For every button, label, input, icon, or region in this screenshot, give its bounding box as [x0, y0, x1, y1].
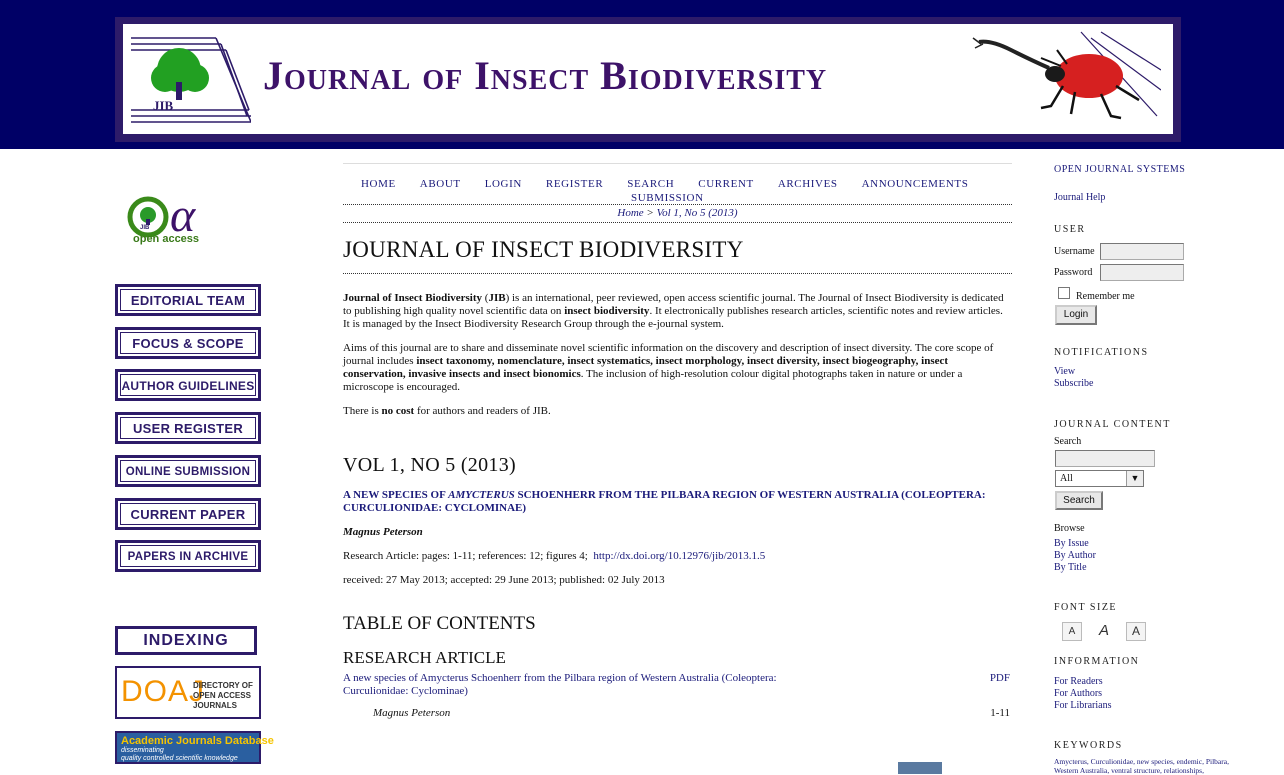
featured-article-author: Magnus Peterson — [343, 526, 423, 538]
current-paper-button[interactable]: CURRENT PAPER — [115, 498, 261, 530]
keywords-heading: KEYWORDS — [1054, 740, 1123, 751]
font-small-icon[interactable]: A — [1062, 622, 1082, 641]
toc-item-title[interactable]: A new species of Amycterus Schoenherr from the Pilbara region of Western Australia (Coleoptera: Curculionidae: Cyclominae) — [343, 672, 777, 697]
jib-logo-text: JIB — [153, 98, 174, 113]
information-heading: INFORMATION — [1054, 656, 1140, 667]
cost-paragraph: There is no cost for authors and readers of JIB. — [343, 405, 551, 417]
footer-logo — [898, 762, 942, 774]
nav-archives[interactable]: ARCHIVES — [777, 178, 838, 190]
doaj-subtitle: DIRECTORY OF OPEN ACCESS JOURNALS — [193, 681, 253, 710]
toc-item-pdf-link[interactable]: PDF — [989, 672, 1010, 684]
banner-inner — [123, 24, 1173, 134]
search-input[interactable] — [1055, 450, 1155, 467]
journal-help-link[interactable]: Journal Help — [1054, 192, 1106, 203]
remember-me-label: Remember me — [1076, 291, 1135, 302]
user-register-button[interactable]: USER REGISTER — [115, 412, 261, 444]
remember-me-checkbox[interactable] — [1058, 287, 1070, 299]
jib-logo-icon — [131, 30, 251, 128]
username-label: Username — [1054, 246, 1095, 257]
nav-search[interactable]: SEARCH — [627, 178, 675, 190]
toc-item-author: Magnus Peterson — [373, 707, 451, 719]
page-title: JOURNAL OF INSECT BIODIVERSITY — [343, 237, 1012, 274]
nav-login[interactable]: LOGIN — [484, 178, 522, 190]
search-label: Search — [1054, 436, 1082, 447]
keywords-line-1[interactable]: Amycterus, Curculionidae, new species, endemic, Pilbara, — [1054, 757, 1229, 766]
toc-item-pages: 1-11 — [990, 707, 1010, 719]
nav-register[interactable]: REGISTER — [545, 178, 604, 190]
main-content — [343, 163, 1012, 720]
browse-by-issue-link[interactable]: By Issue — [1054, 538, 1089, 549]
indexing-heading: INDEXING — [115, 626, 257, 655]
journal-title: Journal of Insect Biodiversity — [263, 53, 828, 98]
nav-home[interactable]: HOME — [361, 178, 396, 190]
breadcrumb-home[interactable]: Home — [617, 207, 644, 219]
notifications-view-link[interactable]: View — [1054, 366, 1076, 377]
intro-paragraph: Journal of Insect Biodiversity (JIB) is an international, peer reviewed, open access scientific journal. The Journal of Insect Biodiversity is dedicated to publishing high quality novel scientific data on insect biodiversity. It electronically publishes research articles, scientific notes and review articles. It is managed by the Insect Biodiversity Research Group through the e-journal system. — [343, 292, 1004, 330]
font-size-heading: FONT SIZE — [1054, 602, 1118, 613]
online-submission-button[interactable]: ONLINE SUBMISSION — [115, 455, 261, 487]
open-access-label: open access — [133, 233, 200, 245]
for-authors-link[interactable]: For Authors — [1054, 688, 1103, 699]
ajd-subtitle: disseminating quality controlled scientific knowledge — [121, 747, 238, 762]
main-nav — [343, 164, 1012, 205]
search-button[interactable]: Search — [1055, 491, 1103, 510]
password-label: Password — [1054, 267, 1093, 278]
nav-submission[interactable]: SUBMISSION — [631, 192, 704, 204]
focus-scope-button[interactable]: FOCUS & SCOPE — [115, 327, 261, 359]
academic-journals-database-badge[interactable] — [115, 731, 274, 764]
browse-by-author-link[interactable]: By Author — [1054, 550, 1096, 561]
editorial-team-button[interactable]: EDITORIAL TEAM — [115, 284, 261, 316]
volume-heading: VOL 1, NO 5 (2013) — [343, 454, 516, 476]
ojs-link[interactable]: OPEN JOURNAL SYSTEMS — [1054, 164, 1186, 175]
notifications-subscribe-link[interactable]: Subscribe — [1054, 378, 1094, 389]
doaj-badge[interactable] — [115, 666, 261, 719]
featured-article-dates: received: 27 May 2013; accepted: 29 June 2013; published: 02 July 2013 — [343, 574, 665, 586]
featured-article-meta: Research Article: pages: 1-11; references: 12; figures 4; http://dx.doi.org/10.12976/jib/2013.1.5 — [343, 550, 766, 562]
breadcrumb — [343, 205, 1012, 223]
breadcrumb-separator: > — [643, 207, 657, 219]
journal-banner[interactable] — [115, 17, 1181, 142]
username-input[interactable] — [1100, 243, 1184, 260]
doaj-logo-text: DOAJ — [121, 675, 206, 708]
featured-article-title[interactable]: A NEW SPECIES OF AMYCTERUS SCHOENHERR FROM THE PILBARA REGION OF WESTERN AUSTRALIA (COLEOPTERA: CURCULIONIDAE: CYCLOMINAE) — [343, 489, 986, 514]
beetle-icon — [971, 30, 1161, 130]
user-heading: USER — [1054, 224, 1086, 235]
featured-article-doi-link[interactable]: http://dx.doi.org/10.12976/jib/2013.1.5 — [593, 550, 766, 562]
login-button[interactable]: Login — [1055, 305, 1097, 325]
toc-item — [343, 672, 1012, 720]
toc-heading: TABLE OF CONTENTS — [343, 613, 536, 634]
nav-current[interactable]: CURRENT — [698, 178, 754, 190]
chevron-down-icon: ▼ — [1126, 471, 1143, 486]
browse-label: Browse — [1054, 523, 1085, 534]
search-scope-value: All — [1060, 473, 1073, 484]
nav-about[interactable]: ABOUT — [419, 178, 461, 190]
keywords-line-2[interactable]: Western Australia, ventral structure, relationships, — [1054, 766, 1204, 775]
search-scope-select[interactable] — [1055, 470, 1144, 487]
section-heading: RESEARCH ARTICLE — [343, 648, 506, 667]
open-access-logo-small-text: JIB — [140, 225, 150, 231]
password-input[interactable] — [1100, 264, 1184, 281]
breadcrumb-current[interactable]: Vol 1, No 5 (2013) — [656, 207, 738, 219]
for-readers-link[interactable]: For Readers — [1054, 676, 1103, 687]
notifications-heading: NOTIFICATIONS — [1054, 347, 1149, 358]
font-medium-icon[interactable]: A — [1098, 622, 1109, 639]
font-large-icon[interactable]: A — [1126, 622, 1146, 641]
journal-content-heading: JOURNAL CONTENT — [1054, 419, 1171, 430]
papers-in-archive-button[interactable]: PAPERS IN ARCHIVE — [115, 540, 261, 572]
for-librarians-link[interactable]: For Librarians — [1054, 700, 1112, 711]
ajd-title: Academic Journals Database — [121, 735, 274, 747]
author-guidelines-button[interactable]: AUTHOR GUIDELINES — [115, 369, 261, 401]
svg-text:α: α — [170, 195, 196, 242]
aims-paragraph: Aims of this journal are to share and disseminate novel scientific information on the discovery and description of insect diversity. The core scope of journal includes insect taxonomy, nomenclature, insect systematics, insect morphology, insect diversity, insect biogeography, insect conservation, invasive insects and insect bionomics. The inclusion of high-resolution colour digital photographs taken in nature or under a microscope is encouraged. — [343, 342, 994, 393]
browse-by-title-link[interactable]: By Title — [1054, 562, 1087, 573]
nav-announcements[interactable]: ANNOUNCEMENTS — [861, 178, 969, 190]
